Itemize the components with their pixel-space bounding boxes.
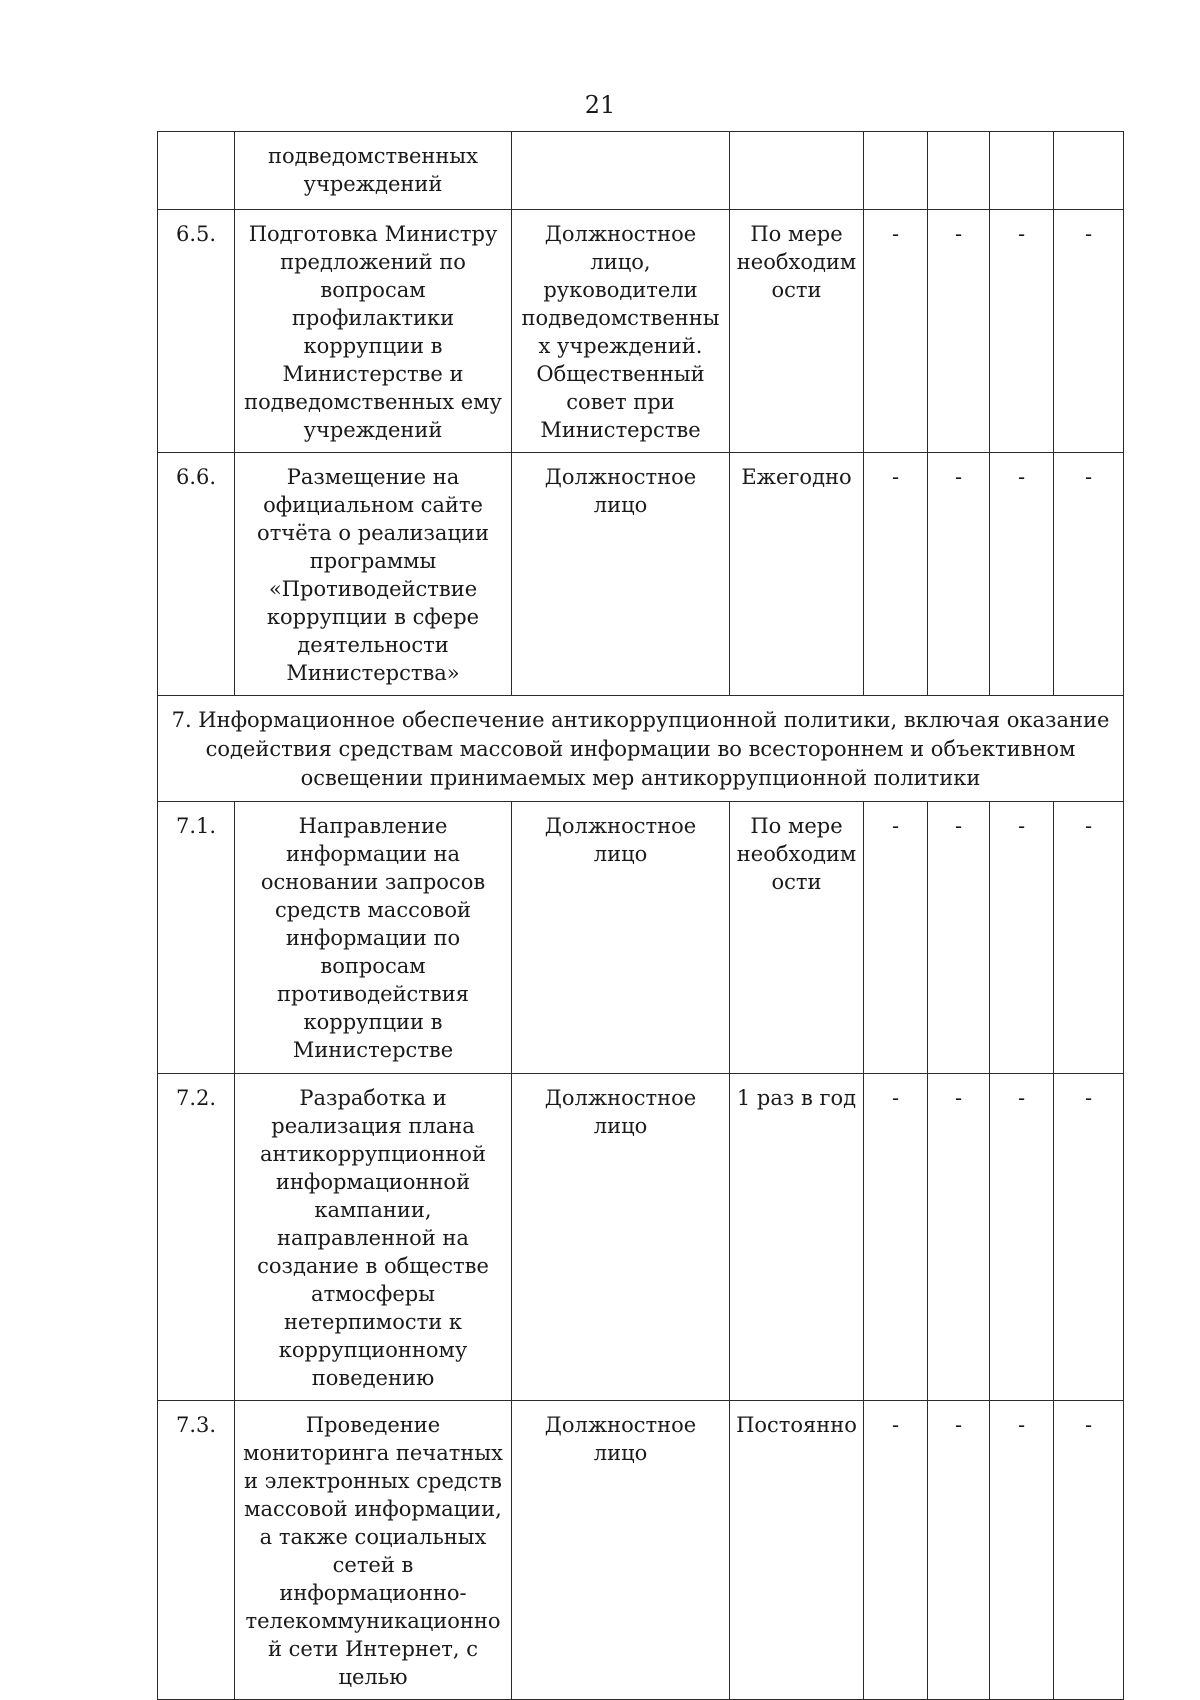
mark-cell: - [990,1074,1054,1401]
table-row [158,802,1124,1074]
item-number: 7.1. [158,802,235,1074]
section-title: 7. Информационное обеспечение антикоррупционной политики, включая оказание содействия средствам массовой информации во всестороннем и объективном освещении принимаемых мер антикоррупционной политики [158,696,1124,802]
mark-cell: - [1054,1401,1124,1700]
item-number: 7.3. [158,1401,235,1700]
mark-cell: - [1054,210,1124,453]
executor: Должностное лицо [512,802,730,1074]
mark-cell: - [990,210,1054,453]
executor: Должностное лицо, руководители подведомственных учреждений. Общественный совет при Министерстве [512,210,730,453]
mark-cell: - [864,1074,928,1401]
mark-cell: - [864,1401,928,1700]
mark-cell: - [928,802,990,1074]
item-number: 6.5. [158,210,235,453]
event-description: подведомственных учреждений [235,132,512,210]
item-number: 7.2. [158,1074,235,1401]
item-number [158,132,235,210]
mark-cell: - [1054,1074,1124,1401]
table-row [158,132,1124,210]
mark-cell [928,132,990,210]
deadline: Постоянно [730,1401,864,1700]
event-description: Подготовка Министру предложений по вопросам профилактики коррупции в Министерстве и подведомственных ему учреждений [235,210,512,453]
mark-cell: - [990,1401,1054,1700]
mark-cell: - [928,1074,990,1401]
mark-cell [1054,132,1124,210]
event-description: Размещение на официальном сайте отчёта о реализации программы «Противодействие коррупции в сфере деятельности Министерства» [235,453,512,696]
mark-cell: - [928,210,990,453]
mark-cell: - [1054,802,1124,1074]
deadline: По мере необходим ости [730,210,864,453]
executor: Должностное лицо [512,1401,730,1700]
mark-cell: - [990,802,1054,1074]
deadline: По мере необходим ости [730,802,864,1074]
page-number: 21 [584,91,616,119]
mark-cell: - [864,802,928,1074]
mark-cell: - [864,453,928,696]
mark-cell: - [1054,453,1124,696]
mark-cell: - [990,453,1054,696]
section-row [158,696,1124,802]
deadline: 1 раз в год [730,1074,864,1401]
event-description: Направление информации на основании запросов средств массовой информации по вопросам противодействия коррупции в Министерстве [235,802,512,1074]
executor: Должностное лицо [512,453,730,696]
deadline [730,132,864,210]
activity-plan-table [157,131,1124,1700]
table-row [158,1401,1124,1700]
mark-cell: - [864,210,928,453]
executor: Должностное лицо [512,1074,730,1401]
mark-cell [990,132,1054,210]
table-row [158,453,1124,696]
event-description: Проведение мониторинга печатных и электронных средств массовой информации, а также социальных сетей в информационно-телекоммуникационной сети Интернет, с целью [235,1401,512,1700]
table-row [158,1074,1124,1401]
event-description: Разработка и реализация плана антикоррупционной информационной кампании, направленной на создание в обществе атмосферы нетерпимости к коррупционному поведению [235,1074,512,1401]
deadline: Ежегодно [730,453,864,696]
mark-cell [864,132,928,210]
executor [512,132,730,210]
table-row [158,210,1124,453]
mark-cell: - [928,1401,990,1700]
mark-cell: - [928,453,990,696]
item-number: 6.6. [158,453,235,696]
